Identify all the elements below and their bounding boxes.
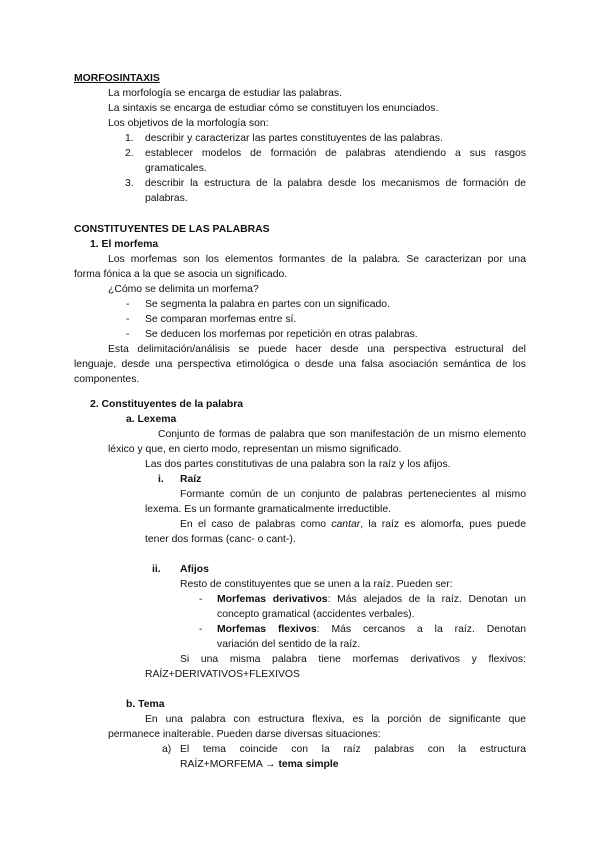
item-heading: Raíz xyxy=(180,474,202,485)
bullet-item: Se comparan morfemas entre sí. xyxy=(145,314,297,325)
bullet-item-continuation: concepto gramatical (accidentes verbales). xyxy=(217,609,415,620)
paragraph-line: Los morfemas son los elementos formantes de la palabra. Se caracterizan por una xyxy=(108,254,526,265)
bold-term: Morfemas flexivos xyxy=(217,624,317,635)
bold-term: tema simple xyxy=(278,759,339,770)
paragraph-line: Formante común de un conjunto de palabras pertenecientes al mismo xyxy=(180,489,526,500)
bullet-dash: - xyxy=(126,299,130,310)
paragraph-line: componentes. xyxy=(74,374,140,385)
list-item-continuation: gramaticales. xyxy=(145,163,207,174)
paragraph-line: forma fónica a la que se asocia un significado. xyxy=(74,269,288,280)
paragraph-line: lenguaje, desde una perspectiva etimológica o desde una falsa asociación semántica de los xyxy=(74,359,526,370)
subsection-heading: 2. Constituyentes de la palabra xyxy=(90,399,244,410)
bullet-dash: - xyxy=(199,594,203,605)
list-item: describir y caracterizar las partes constituyentes de las palabras. xyxy=(145,133,444,144)
bold-term: Morfemas derivativos xyxy=(217,594,328,605)
paragraph-line: Si una misma palabra tiene morfemas derivativos y flexivos: xyxy=(180,654,526,665)
page-title: MORFOSINTAXIS xyxy=(74,73,160,84)
text-run: : Más cercanos a la raíz. Denotan xyxy=(316,624,527,635)
list-number: 3. xyxy=(125,178,134,189)
bullet-dash: - xyxy=(199,624,203,635)
item-heading: Afijos xyxy=(180,564,209,575)
italic-word: cantar xyxy=(331,519,361,530)
paragraph-line: léxico y que, en cierto modo, representan un mismo significado. xyxy=(108,444,402,455)
list-number: 1. xyxy=(125,133,134,144)
bullet-item: Se deducen los morfemas por repetición en otras palabras. xyxy=(145,329,418,340)
list-item: establecer modelos de formación de palabras atendiendo a sus rasgos xyxy=(145,148,526,159)
formula-line: RAÍZ+DERIVATIVOS+FLEXIVOS xyxy=(145,669,300,680)
subsubsection-heading: b. Tema xyxy=(126,699,165,710)
list-item-continuation: palabras. xyxy=(145,193,188,204)
bullet-item: Se segmenta la palabra en partes con un significado. xyxy=(145,299,390,310)
text-run: En el caso de palabras como xyxy=(180,519,332,530)
section-heading: CONSTITUYENTES DE LAS PALABRAS xyxy=(74,224,270,235)
paragraph-line: tener dos formas (canc- o cant-). xyxy=(145,534,296,545)
bullet-item xyxy=(217,593,526,608)
bullet-dash: - xyxy=(126,329,130,340)
list-item: El tema coincide con la raíz palabras con la estructura xyxy=(180,744,526,755)
list-item-continuation xyxy=(180,758,339,773)
subsection-heading: 1. El morfema xyxy=(90,239,159,250)
paragraph-line: Conjunto de formas de palabra que son manifestación de un mismo elemento xyxy=(158,429,526,440)
text-run: : Más alejados de la raíz. Denotan un xyxy=(327,594,526,605)
paragraph-line: lexema. Es un formante gramaticalmente irreductible. xyxy=(145,504,392,515)
paragraph-line: En una palabra con estructura flexiva, es la porción de significante que xyxy=(145,714,526,725)
paragraph-line: Esta delimitación/análisis se puede hacer desde una perspectiva estructural del xyxy=(108,344,526,355)
roman-number: i. xyxy=(158,474,164,485)
bullet-item xyxy=(217,623,526,638)
paragraph-line: Las dos partes constitutivas de una palabra son la raíz y los afijos. xyxy=(145,459,451,470)
list-number: 2. xyxy=(125,148,134,159)
paragraph-line: permanece inalterable. Pueden darse diversas situaciones: xyxy=(108,729,381,740)
bullet-item-continuation: variación del sentido de la raíz. xyxy=(217,639,361,650)
roman-number: ii. xyxy=(152,564,161,575)
paragraph-line xyxy=(180,518,526,533)
text-run: , la raíz es alomorfa, pues puede xyxy=(360,519,526,530)
list-item: describir la estructura de la palabra desde los mecanismos de formación de xyxy=(145,178,526,189)
list-letter: a) xyxy=(162,744,172,755)
paragraph-line: Resto de constituyentes que se unen a la raíz. Pueden ser: xyxy=(180,579,453,590)
bullet-dash: - xyxy=(126,314,130,325)
intro-line: La morfología se encarga de estudiar las palabras. xyxy=(108,88,342,99)
intro-line: Los objetivos de la morfología son: xyxy=(108,118,269,129)
question-line: ¿Cómo se delimita un morfema? xyxy=(108,284,259,295)
intro-line: La sintaxis se encarga de estudiar cómo se constituyen los enunciados. xyxy=(108,103,439,114)
subsubsection-heading: a. Lexema xyxy=(126,414,177,425)
text-run: RAÍZ+MORFEMA → xyxy=(180,759,279,770)
